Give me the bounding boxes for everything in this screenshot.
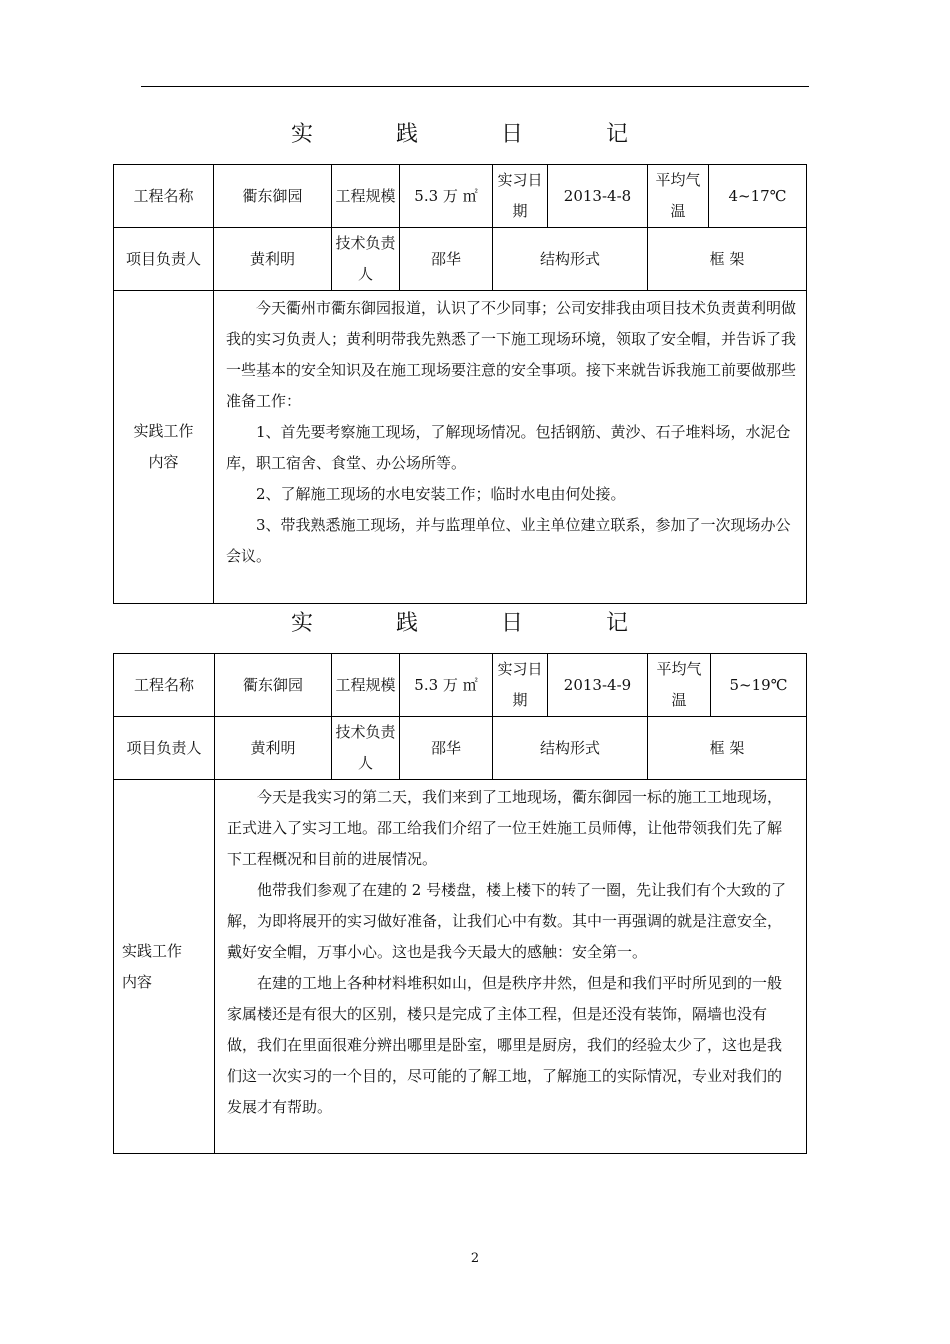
structure-value: 框 架 <box>648 228 807 291</box>
page-number: 2 <box>470 1251 480 1266</box>
tech-lead-value: 邵华 <box>400 717 493 780</box>
manager-label: 项目负责人 <box>114 717 215 780</box>
tech-lead-label: 技术负责人 <box>332 228 400 291</box>
content-paragraph: 1、首先要考察施工现场，了解现场情况。包括钢筋、黄沙、石子堆料场，水泥仓库，职工宿舍、食堂、办公场所等。 <box>226 423 791 472</box>
diary-title-2: 实 践 日 记 <box>291 611 666 636</box>
header-rule <box>141 86 809 87</box>
scale-label: 工程规模 <box>332 654 400 717</box>
content-paragraph: 今天是我实习的第二天，我们来到了工地现场，衢东御园一标的施工工地现场，正式进入了实习工地。邵工给我们介绍了一位王姓施工员师傅，让他带领我们先了解下工程概况和目前的进展情况。 <box>227 788 783 868</box>
date-label: 实习日期 <box>493 165 548 228</box>
diary-title-1: 实 践 日 记 <box>291 122 666 147</box>
content-paragraph: 在建的工地上各种材料堆积如山，但是秩序井然，但是和我们平时所见到的一般家属楼还是有很大的区别，楼只是完成了主体工程，但是还没有装饰，隔墙也没有做，我们在里面很难分辨出哪里是卧室，哪里是厨房，我们的经验太少了，这也是我们这一次实习的一个目的，尽可能的了解工地，了解施工的实际情况，专业对我们的发展才有帮助。 <box>227 974 783 1116</box>
content-body <box>214 291 807 604</box>
manager-value: 黄利明 <box>215 717 332 780</box>
temperature-label: 平均气温 <box>648 654 711 717</box>
scale-value: 5.3 万 ㎡ <box>400 654 493 717</box>
structure-value: 框 架 <box>648 717 807 780</box>
project-name-label: 工程名称 <box>114 165 214 228</box>
content-label: 实践工作内容 <box>114 291 214 604</box>
structure-label: 结构形式 <box>493 717 648 780</box>
scale-value: 5.3 万 ㎡ <box>400 165 493 228</box>
temperature-value: 5~19℃ <box>711 654 807 717</box>
scale-label: 工程规模 <box>332 165 400 228</box>
temperature-value: 4~17℃ <box>709 165 807 228</box>
content-body <box>215 780 807 1154</box>
project-name-value: 衢东御园 <box>215 654 332 717</box>
tech-lead-label: 技术负责人 <box>332 717 400 780</box>
diary-table-2 <box>113 653 807 1154</box>
structure-label: 结构形式 <box>493 228 648 291</box>
date-value: 2013-4-8 <box>548 165 648 228</box>
content-paragraph: 3、带我熟悉施工现场，并与监理单位、业主单位建立联系，参加了一次现场办公会议。 <box>226 516 791 565</box>
content-label: 实践工作内容 <box>114 780 215 1154</box>
manager-label: 项目负责人 <box>114 228 214 291</box>
content-paragraph: 他带我们参观了在建的 2 号楼盘，楼上楼下的转了一圈，先让我们有个大致的了解，为即将展开的实习做好准备，让我们心中有数。其中一再强调的就是注意安全，戴好安全帽，万事小心。这也是我今天最大的感触：安全第一。 <box>227 881 787 961</box>
diary-table-1 <box>113 164 807 604</box>
content-paragraph: 2、了解施工现场的水电安装工作；临时水电由何处接。 <box>256 485 626 503</box>
manager-value: 黄利明 <box>214 228 332 291</box>
temperature-label: 平均气温 <box>648 165 709 228</box>
date-label: 实习日期 <box>493 654 548 717</box>
project-name-label: 工程名称 <box>114 654 215 717</box>
project-name-value: 衢东御园 <box>214 165 332 228</box>
tech-lead-value: 邵华 <box>400 228 493 291</box>
content-paragraph: 今天衢州市衢东御园报道，认识了不少同事；公司安排我由项目技术负责黄利明做我的实习负责人；黄利明带我先熟悉了一下施工现场环境，领取了安全帽，并告诉了我一些基本的安全知识及在施工现场要注意的安全事项。接下来就告诉我施工前要做那些准备工作： <box>226 299 797 410</box>
date-value: 2013-4-9 <box>548 654 648 717</box>
